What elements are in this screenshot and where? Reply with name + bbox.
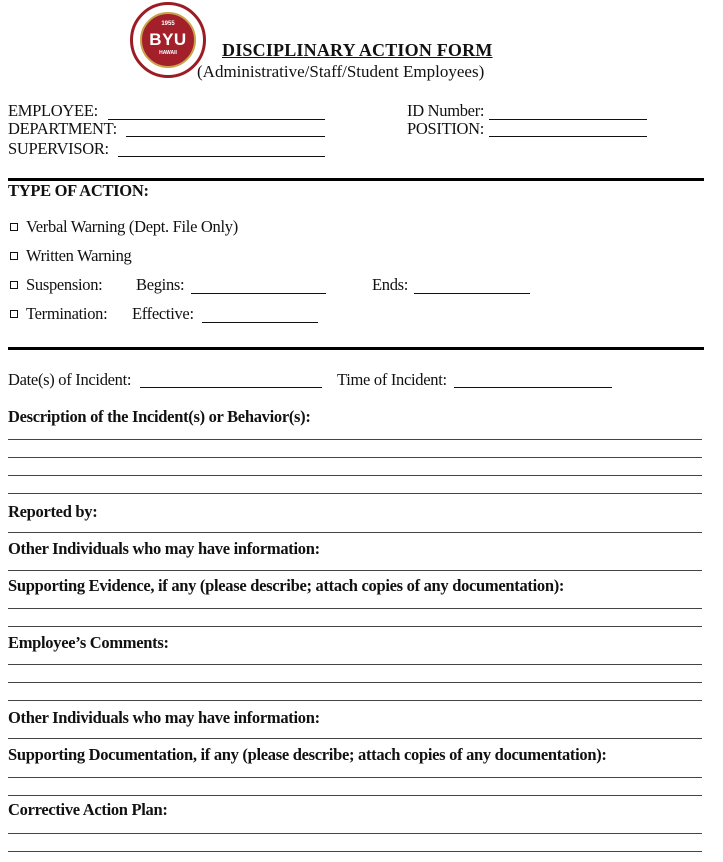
id-number-field[interactable]: [489, 119, 647, 120]
corrective-action-plan-line-1[interactable]: [8, 833, 702, 834]
supporting-documentation-label: Supporting Documentation, if any (please describe; attach copies of any documentation):: [8, 745, 607, 764]
description-line-3[interactable]: [8, 475, 702, 476]
corrective-action-plan-line-2[interactable]: [8, 851, 702, 852]
seal-sub: HAWAII: [159, 50, 177, 56]
written-warning-label: Written Warning: [26, 246, 132, 265]
reported-by-line[interactable]: [8, 532, 702, 533]
employee-comments-line-3[interactable]: [8, 700, 702, 701]
employee-comments-line-2[interactable]: [8, 682, 702, 683]
employee-comments-line-1[interactable]: [8, 664, 702, 665]
description-line-1[interactable]: [8, 439, 702, 440]
employee-field[interactable]: [108, 119, 325, 120]
time-of-incident-field[interactable]: [454, 387, 612, 388]
type-of-action-heading: TYPE OF ACTION:: [8, 181, 149, 200]
description-line-4[interactable]: [8, 493, 702, 494]
description-label: Description of the Incident(s) or Behavior(s):: [8, 407, 311, 426]
employee-comments-label: Employee’s Comments:: [8, 633, 169, 652]
verbal-warning-checkbox[interactable]: [10, 223, 18, 231]
supporting-documentation-line-1[interactable]: [8, 777, 702, 778]
supervisor-field[interactable]: [118, 156, 325, 157]
termination-checkbox[interactable]: [10, 310, 18, 318]
written-warning-checkbox[interactable]: [10, 252, 18, 260]
supporting-evidence-line-1[interactable]: [8, 608, 702, 609]
corrective-action-plan-label: Corrective Action Plan:: [8, 800, 168, 819]
termination-effective-field[interactable]: [202, 322, 318, 323]
verbal-warning-label: Verbal Warning (Dept. File Only): [26, 217, 238, 236]
suspension-begins-label: Begins:: [136, 275, 185, 294]
employee-label: EMPLOYEE:: [8, 101, 98, 120]
other-individuals-line-2[interactable]: [8, 738, 702, 739]
position-label: POSITION:: [407, 119, 485, 138]
dates-of-incident-label: Date(s) of Incident:: [8, 370, 132, 389]
reported-by-label: Reported by:: [8, 502, 98, 521]
seal-abbr: BYU: [149, 30, 187, 49]
position-field[interactable]: [489, 136, 647, 137]
other-individuals-label-2: Other Individuals who may have information:: [8, 708, 320, 727]
other-individuals-label-1: Other Individuals who may have information:: [8, 539, 320, 558]
dates-of-incident-field[interactable]: [140, 387, 322, 388]
id-number-label: ID Number:: [407, 101, 485, 120]
department-field[interactable]: [126, 136, 325, 137]
description-line-2[interactable]: [8, 457, 702, 458]
supervisor-label: SUPERVISOR:: [8, 139, 109, 158]
byu-seal-logo: [130, 2, 206, 78]
termination-effective-label: Effective:: [132, 304, 194, 323]
section-divider-middle: [8, 347, 704, 350]
supporting-evidence-line-2[interactable]: [8, 626, 702, 627]
suspension-label: Suspension:: [26, 275, 103, 294]
termination-label: Termination:: [26, 304, 108, 323]
suspension-ends-field[interactable]: [414, 293, 530, 294]
time-of-incident-label: Time of Incident:: [337, 370, 447, 389]
suspension-checkbox[interactable]: [10, 281, 18, 289]
seal-center: [140, 12, 196, 68]
seal-year: 1955: [161, 21, 175, 27]
suspension-ends-label: Ends:: [372, 275, 409, 294]
other-individuals-line-1[interactable]: [8, 570, 702, 571]
suspension-begins-field[interactable]: [191, 293, 326, 294]
department-label: DEPARTMENT:: [8, 119, 117, 138]
form-title: DISCIPLINARY ACTION FORM: [222, 40, 493, 60]
supporting-documentation-line-2[interactable]: [8, 795, 702, 796]
supporting-evidence-label: Supporting Evidence, if any (please describe; attach copies of any documentation):: [8, 576, 565, 595]
form-subtitle: (Administrative/Staff/Student Employees): [197, 62, 485, 81]
